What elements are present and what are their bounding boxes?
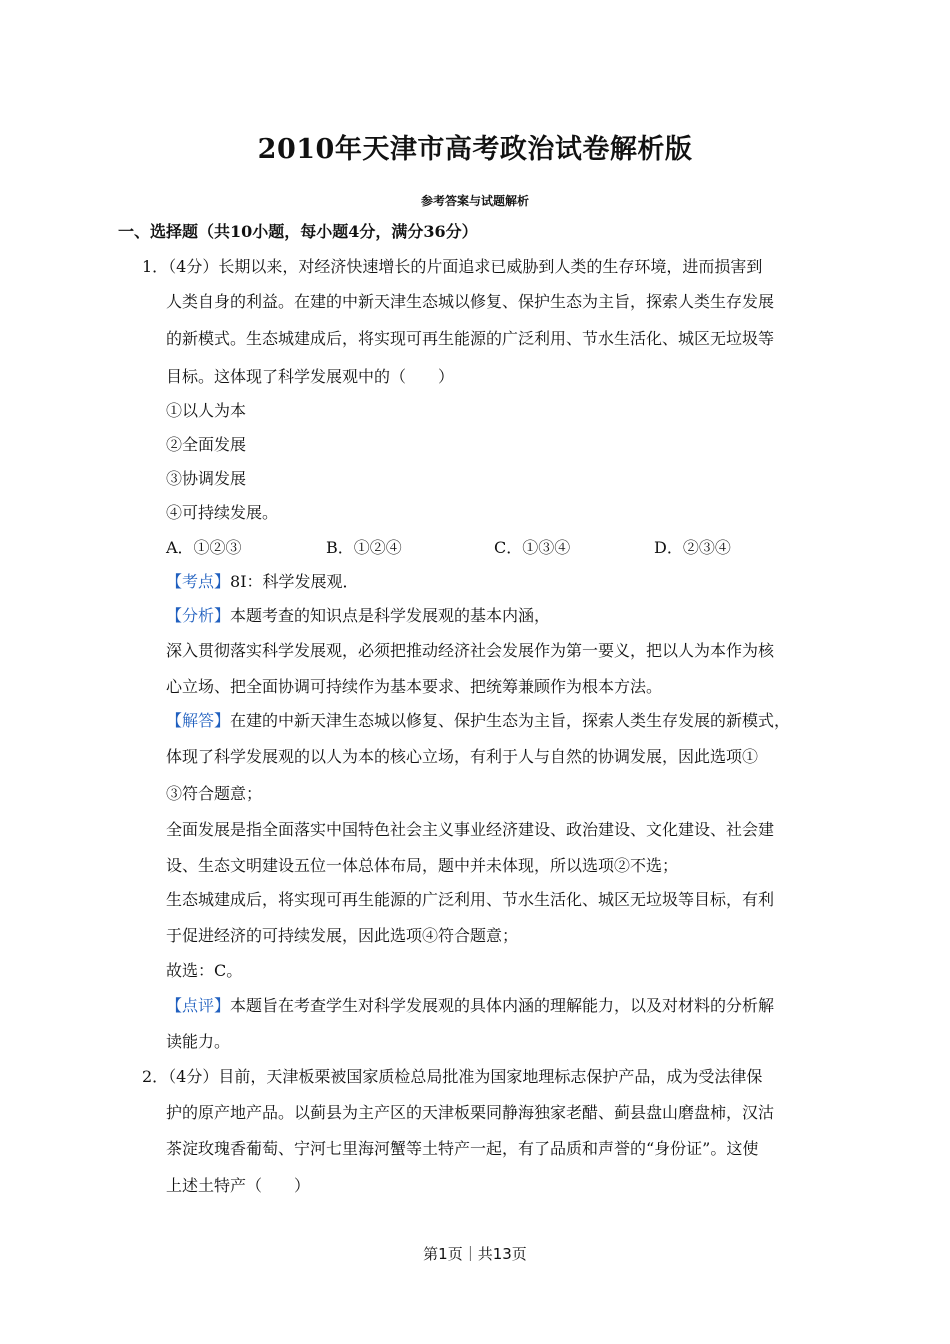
q1-jieda-line-8: 故选：C。 [166,961,243,980]
q1-jieda-line-5: 设、生态文明建设五位一体总体布局，题中并未体现，所以选项②不选； [166,856,679,875]
document-subtitle: 参考答案与试题解析 [420,194,529,208]
q1-fenxi-line-1 [166,605,550,627]
kaodian-tag: 【考点】 [166,572,231,591]
q1-stem-line-3: 的新模式。生态城建成后，将实现可再生能源的广泛利用、节水生活化、城区无垃圾等 [166,329,775,348]
q1-jieda-line-7: 于促进经济的可持续发展，因此选项④符合题意； [166,926,519,945]
page-footer: 第1页｜共13页 [423,1245,527,1263]
section-heading: 一、选择题（共10小题，每小题4分，满分36分） [118,222,478,241]
q1-jieda-line-6: 生态城建成后，将实现可再生能源的广泛利用、节水生活化、城区无垃圾等目标，有利 [166,890,775,909]
q1-item-1: ①以人为本 [166,401,247,420]
q2-stem-line-3: 茶淀玫瑰香葡萄、宁河七里海河蟹等土特产一起，有了品质和声誉的“身份证”。这使 [166,1139,759,1158]
q1-option-a: A．①②③ [166,538,242,557]
jieda-tag: 【解答】 [166,711,231,730]
q1-item-2: ②全面发展 [166,435,247,454]
q1-option-b: B．①②④ [326,538,402,557]
q1-dianping-line-1 [166,995,774,1017]
q1-kaodian [166,571,359,593]
q1-jieda-line-3: ③符合题意； [166,784,263,803]
q1-stem-line-1: 1．（4分）长期以来，对经济快速增长的片面追求已威胁到人类的生存环境，进而损害到 [142,257,763,276]
fenxi-text: 本题考查的知识点是科学发展观的基本内涵， [230,606,551,625]
q1-fenxi-line-2: 深入贯彻落实科学发展观，必须把推动经济社会发展作为第一要义，把以人为本作为核 [166,641,775,660]
q1-stem-line-2: 人类自身的利益。在建的中新天津生态城以修复、保护生态为主旨，探索人类生存发展 [166,292,775,311]
document-title: 2010年天津市高考政治试卷解析版 [257,134,693,165]
dianping-text: 本题旨在考查学生对科学发展观的具体内涵的理解能力，以及对材料的分析解 [230,996,775,1015]
q1-options [0,537,950,559]
kaodian-text: 8I：科学发展观． [230,572,359,591]
jieda-text: 在建的中新天津生态城以修复、保护生态为主旨，探索人类生存发展的新模式， [230,711,791,730]
q1-jieda-line-2: 体现了科学发展观的以人为本的核心立场，有利于人与自然的协调发展，因此选项① [166,747,759,766]
q1-jieda-line-1 [166,710,790,732]
dianping-tag: 【点评】 [166,996,231,1015]
q1-option-c: C．①③④ [494,538,571,557]
q1-option-d: D．②③④ [654,538,731,557]
q1-stem-line-4: 目标。这体现了科学发展观中的（ ） [166,367,455,386]
q1-item-4: ④可持续发展。 [166,503,279,522]
q2-stem-line-2: 护的原产地产品。以蓟县为主产区的天津板栗同静海独家老醋、蓟县盘山磨盘柿，汉沽 [166,1103,775,1122]
q1-item-3: ③协调发展 [166,469,247,488]
q2-stem-line-4: 上述土特产（ ） [166,1176,311,1195]
q2-stem-line-1: 2．（4分）目前，天津板栗被国家质检总局批准为国家地理标志保护产品，成为受法律保 [142,1067,763,1086]
q1-jieda-line-4: 全面发展是指全面落实中国特色社会主义事业经济建设、政治建设、文化建设、社会建 [166,820,775,839]
q1-dianping-line-2: 读能力。 [166,1032,231,1051]
fenxi-tag: 【分析】 [166,606,231,625]
q1-fenxi-line-3: 心立场、把全面协调可持续作为基本要求、把统筹兼顾作为根本方法。 [166,677,663,696]
